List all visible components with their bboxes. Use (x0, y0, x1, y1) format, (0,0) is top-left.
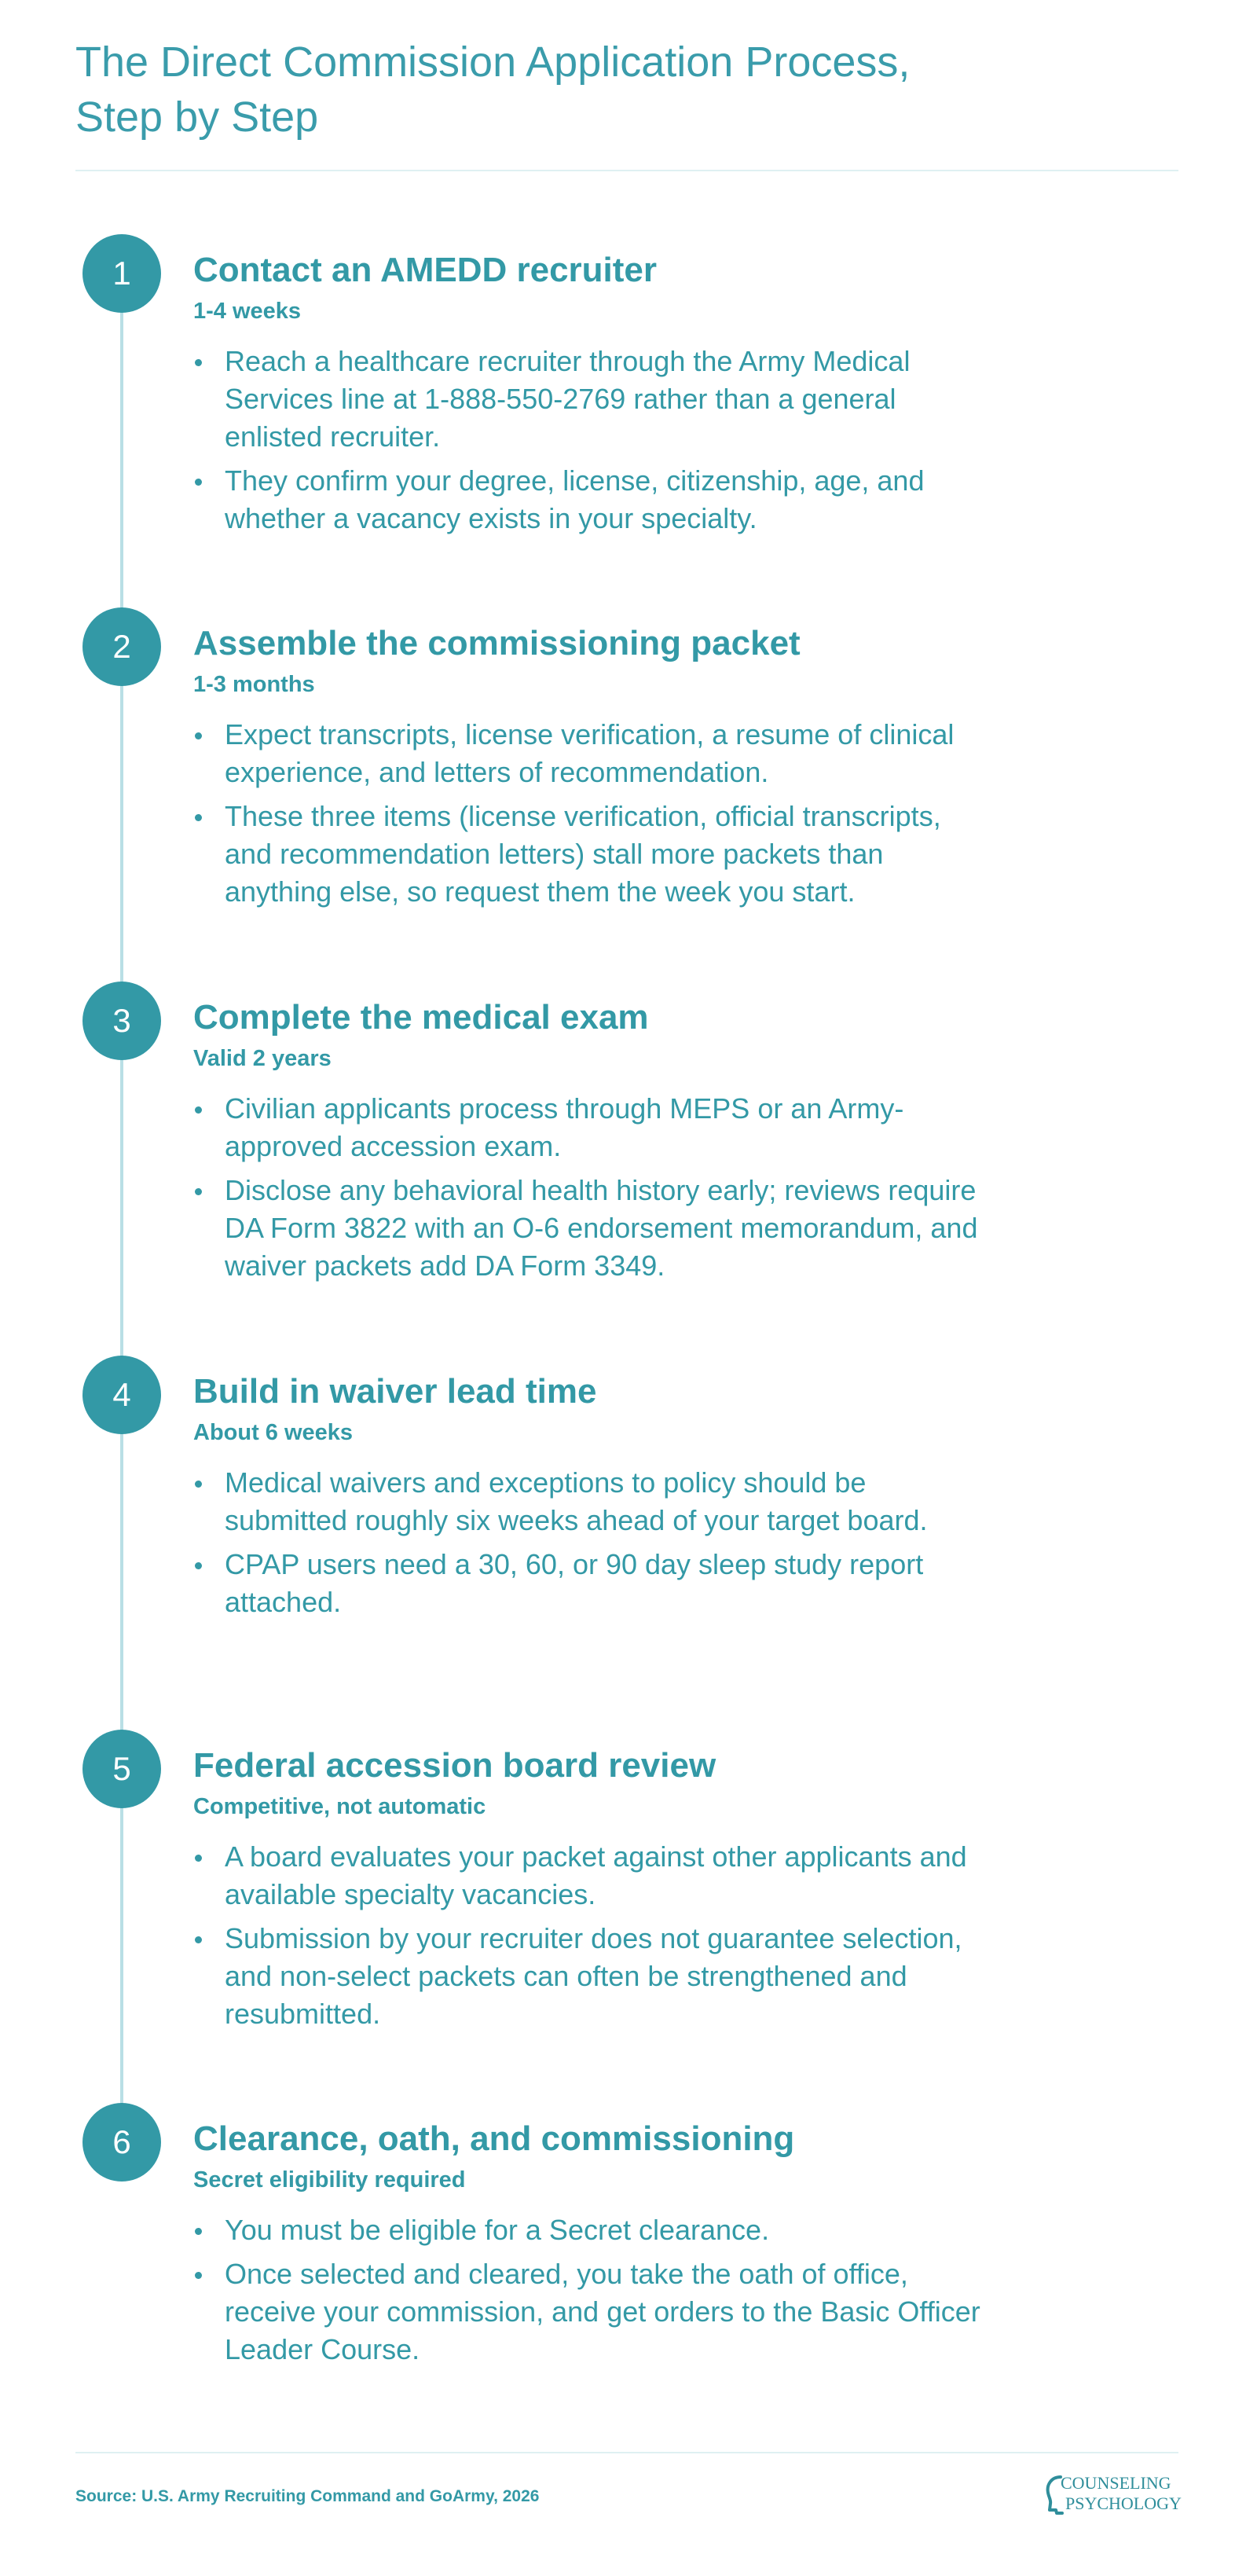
step-number-badge: 3 (82, 982, 161, 1060)
step-title: Complete the medical exam (193, 998, 649, 1037)
step-number-badge: 2 (82, 607, 161, 686)
step-duration: 1-3 months (193, 672, 315, 697)
bullet-item: Medical waivers and exceptions to policy should be submitted roughly six weeks ahead of your target board. (193, 1464, 987, 1539)
step-number-badge: 5 (82, 1730, 161, 1808)
timeline-connector-line (120, 271, 123, 2157)
bullet-item: They confirm your degree, license, citizenship, age, and whether a vacancy exists in your specialty. (193, 462, 987, 538)
logo-text-line-2: PSYCHOLOGY (1065, 2493, 1182, 2513)
step-duration: About 6 weeks (193, 1420, 354, 1445)
step-bullet-list (193, 2211, 987, 2369)
step-bullet-list (193, 1838, 987, 2033)
bullet-item: CPAP users need a 30, 60, or 90 day sleep study report attached. (193, 1546, 987, 1621)
bullet-item: Reach a healthcare recruiter through the Army Medical Services line at 1-888-550-2769 rather than a general enlisted recruiter. (193, 343, 987, 456)
step-bullet-list (193, 343, 987, 538)
bullet-item: Civilian applicants process through MEPS or an Army-approved accession exam. (193, 1090, 987, 1165)
source-note: Source: U.S. Army Recruiting Command and GoArmy, 2026 (75, 2487, 540, 2505)
step-content (193, 623, 987, 917)
bullet-item: Submission by your recruiter does not guarantee selection, and non-select packets can often be strengthened and resubmitted. (193, 1920, 987, 2033)
bullet-item: You must be eligible for a Secret clearance. (193, 2211, 987, 2249)
logo-text-line-1: COUNSELING (1061, 2473, 1171, 2493)
step-number-badge: 1 (82, 234, 161, 313)
step-number-badge: 4 (82, 1356, 161, 1434)
bullet-item: Once selected and cleared, you take the oath of office, receive your commission, and get orders to the Basic Officer Leader Course. (193, 2255, 987, 2369)
bullet-item: Expect transcripts, license verification, a resume of clinical experience, and letters of recommendation. (193, 716, 987, 791)
page-title-line-1: The Direct Commission Application Process, (75, 39, 911, 86)
step-bullet-list (193, 716, 987, 911)
step-content (193, 1371, 987, 1627)
step-title: Contact an AMEDD recruiter (193, 251, 658, 289)
bullet-item: A board evaluates your packet against other applicants and available specialty vacancies. (193, 1838, 987, 1914)
step-title: Assemble the commissioning packet (193, 624, 801, 662)
step-bullet-list (193, 1464, 987, 1621)
step-content (193, 250, 987, 544)
step-bullet-list (193, 1090, 987, 1285)
step-title: Clearance, oath, and commissioning (193, 2119, 795, 2158)
step-content (193, 2119, 987, 2375)
step-duration: Competitive, not automatic (193, 1794, 486, 1819)
step-duration: Valid 2 years (193, 1046, 332, 1071)
step-duration: 1-4 weeks (193, 299, 302, 324)
step-number-badge: 6 (82, 2103, 161, 2182)
bullet-item: Disclose any behavioral health history early; reviews require DA Form 3822 with an O-6 endorsement memorandum, and waiver packets add DA Form 3349. (193, 1172, 987, 1285)
counseling-psychology-logo (1043, 2472, 1182, 2518)
step-title: Federal accession board review (193, 1746, 716, 1785)
page-title-line-2: Step by Step (75, 94, 319, 141)
step-content (193, 997, 987, 1291)
step-content (193, 1745, 987, 2039)
step-duration: Secret eligibility required (193, 2167, 466, 2193)
footer-divider (75, 2452, 1178, 2453)
bullet-item: These three items (license verification, official transcripts, and recommendation letters) stall more packets than anything else, so request them the week you start. (193, 798, 987, 911)
step-title: Build in waiver lead time (193, 1372, 597, 1411)
